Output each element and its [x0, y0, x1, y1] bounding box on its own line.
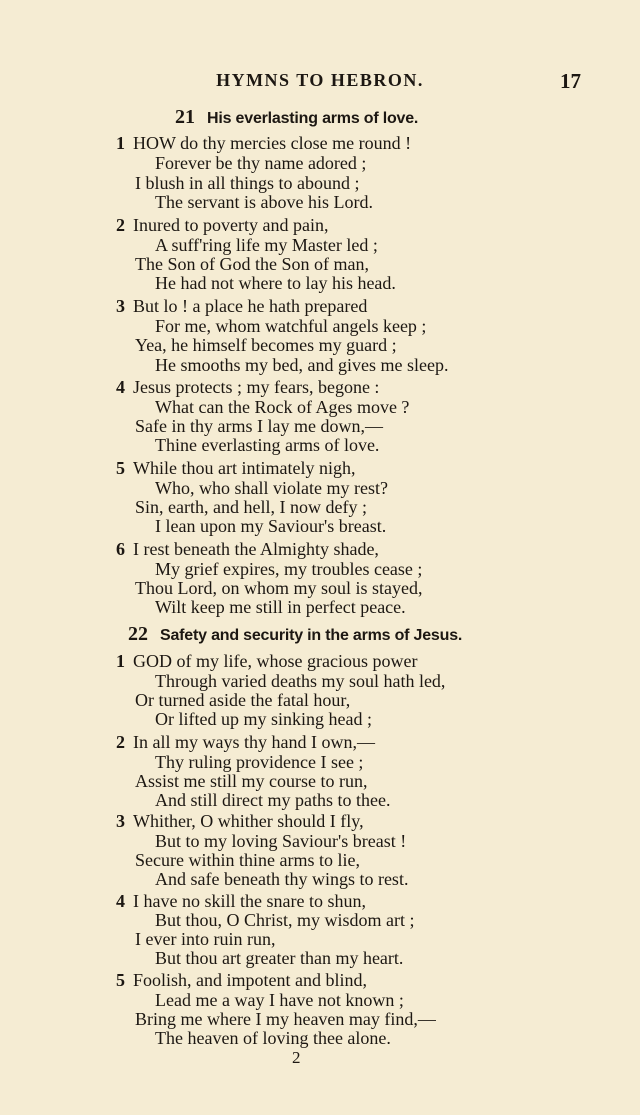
verse-line: 5 Foolish, and impotent and blind,	[116, 970, 367, 990]
verse-line: 5 While thou art intimately nigh,	[116, 458, 356, 478]
verse-line: Safe in thy arms I lay me down,—	[135, 416, 383, 436]
hymn-title: His everlasting arms of love.	[207, 110, 419, 127]
stanza-number: 5	[116, 970, 125, 990]
hymn-heading	[128, 623, 462, 646]
verse-line: 1 HOW do thy mercies close me round !	[116, 133, 412, 153]
verse-line: A suff'ring life my Master led ;	[155, 235, 378, 255]
verse-line: I lean upon my Saviour's breast.	[155, 516, 387, 536]
stanza-number: 6	[116, 539, 125, 559]
verse-line: 6 I rest beneath the Almighty shade,	[116, 539, 379, 559]
verse-line: Yea, he himself becomes my guard ;	[135, 335, 397, 355]
verse-line: He smooths my bed, and gives me sleep.	[155, 355, 449, 375]
verse-line: Thy ruling providence I see ;	[155, 752, 364, 772]
verse-line: 4 Jesus protects ; my fears, begone :	[116, 377, 380, 397]
verse-line: Assist me still my course to run,	[135, 771, 368, 791]
verse-line: My grief expires, my troubles cease ;	[155, 559, 423, 579]
page-header	[0, 70, 640, 94]
signature-mark: 2	[292, 1048, 301, 1067]
verse-line: 3 Whither, O whither should I fly,	[116, 811, 364, 831]
verse-line: Sin, earth, and hell, I now defy ;	[135, 497, 367, 517]
verse-line: I ever into ruin run,	[135, 929, 276, 949]
stanza-number: 3	[116, 296, 125, 316]
verse-line: He had not where to lay his head.	[155, 273, 396, 293]
verse-line: What can the Rock of Ages move ?	[155, 397, 410, 417]
verse-line: The servant is above his Lord.	[155, 192, 373, 212]
verse-line: For me, whom watchful angels keep ;	[155, 316, 427, 336]
verse-line: The heaven of loving thee alone.	[155, 1028, 391, 1048]
running-title: HYMNS TO HEBRON.	[216, 70, 424, 90]
hymn-number: 21	[175, 106, 195, 128]
verse-line: Who, who shall violate my rest?	[155, 478, 388, 498]
verse-line: Through varied deaths my soul hath led,	[155, 671, 446, 691]
verse-line: Or turned aside the fatal hour,	[135, 690, 351, 710]
verse-line: 3 But lo ! a place he hath prepared	[116, 296, 368, 316]
verse-line: 4 I have no skill the snare to shun,	[116, 891, 366, 911]
hymn-number: 22	[128, 623, 148, 645]
verse-line: 1 GOD of my life, whose gracious power	[116, 651, 418, 671]
hymn-heading	[175, 106, 418, 129]
verse-line: But thou, O Christ, my wisdom art ;	[155, 910, 415, 930]
verse-line: Thou Lord, on whom my soul is stayed,	[135, 578, 423, 598]
verse-line: And still direct my paths to thee.	[155, 790, 391, 810]
stanza-number: 1	[116, 133, 125, 153]
verse-line: But to my loving Saviour's breast !	[155, 831, 407, 851]
stanza-number: 4	[116, 891, 125, 911]
verse-line: The Son of God the Son of man,	[135, 254, 369, 274]
stanza-number: 1	[116, 651, 125, 671]
verse-line: Forever be thy name adored ;	[155, 153, 367, 173]
page-number: 17	[560, 69, 581, 93]
verse-line: I blush in all things to abound ;	[135, 173, 360, 193]
verse-line: But thou art greater than my heart.	[155, 948, 404, 968]
verse-line: Lead me a way I have not known ;	[155, 990, 404, 1010]
verse-line: And safe beneath thy wings to rest.	[155, 869, 409, 889]
verse-line: 2 In all my ways thy hand I own,—	[116, 732, 375, 752]
verse-line: Secure within thine arms to lie,	[135, 850, 360, 870]
stanza-number: 3	[116, 811, 125, 831]
verse-line: 2 Inured to poverty and pain,	[116, 215, 329, 235]
verse-line: Thine everlasting arms of love.	[155, 435, 380, 455]
verse-line: Bring me where I my heaven may find,—	[135, 1009, 436, 1029]
stanza-number: 2	[116, 732, 125, 752]
hymn-title: Safety and security in the arms of Jesus.	[160, 627, 463, 644]
stanza-number: 5	[116, 458, 125, 478]
stanza-number: 4	[116, 377, 125, 397]
stanza-number: 2	[116, 215, 125, 235]
verse-line: Or lifted up my sinking head ;	[155, 709, 372, 729]
verse-line: Wilt keep me still in perfect peace.	[155, 597, 406, 617]
